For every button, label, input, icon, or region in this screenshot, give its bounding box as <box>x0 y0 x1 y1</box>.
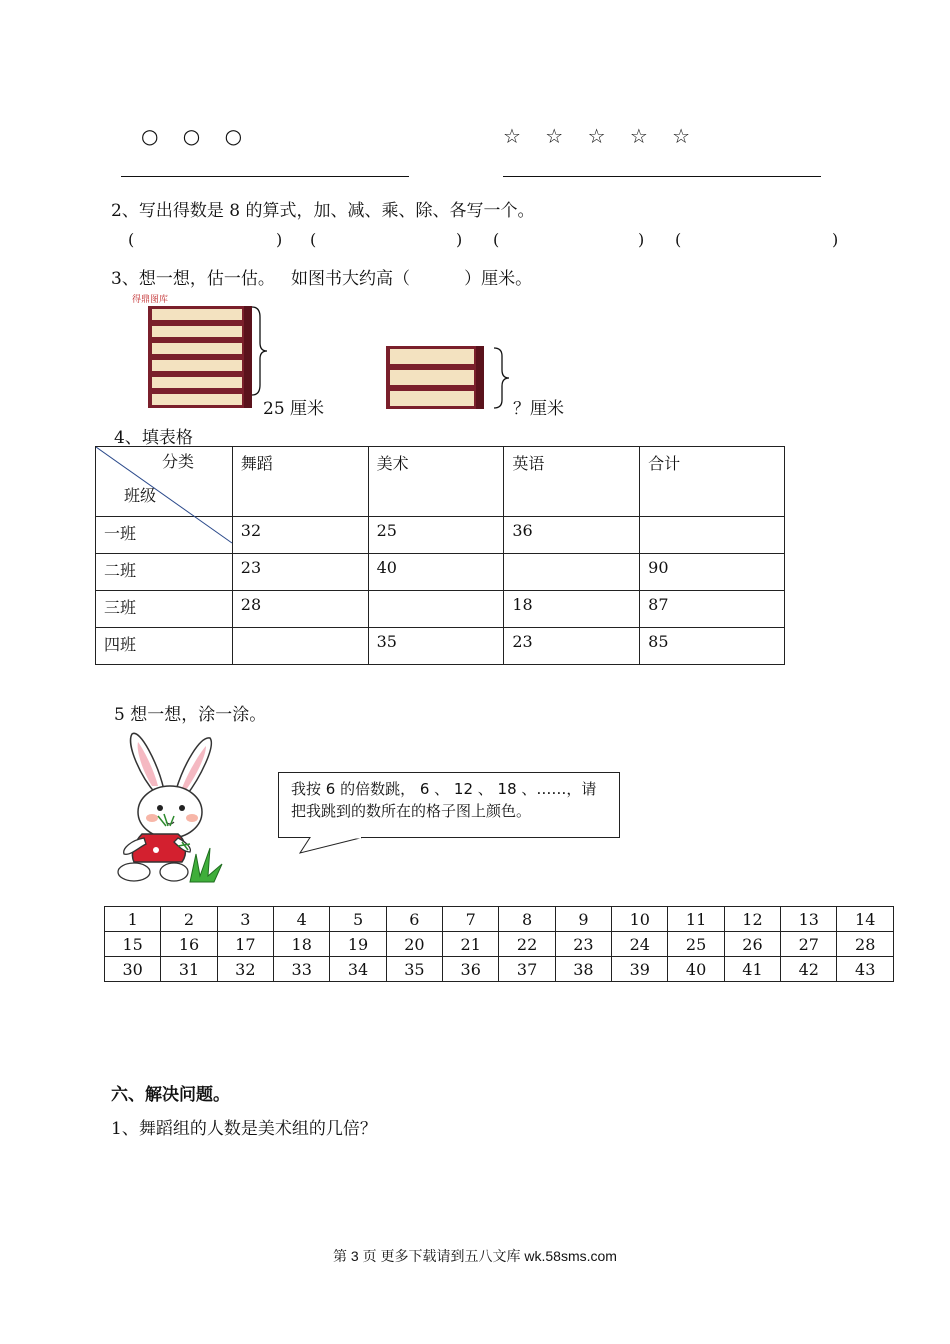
table-cell: 40 <box>368 554 504 591</box>
grid-cell[interactable]: 43 <box>837 957 894 982</box>
table-cell: 87 <box>640 591 785 628</box>
question-4-title: 4、填表格 <box>114 428 193 448</box>
grid-cell[interactable]: 35 <box>386 957 442 982</box>
label-25cm: 25 厘米 <box>263 399 325 419</box>
bubble-text-line2: 把我跳到的数所在的格子图上颜色。 <box>291 802 532 820</box>
grid-cell[interactable]: 15 <box>105 932 161 957</box>
grid-cell[interactable]: 21 <box>443 932 499 957</box>
paren-close: ) <box>276 230 283 249</box>
rabbit-illustration <box>104 730 234 886</box>
row-header: 一班 <box>96 517 233 554</box>
grid-cell[interactable]: 36 <box>443 957 499 982</box>
book-pages <box>152 326 242 337</box>
speech-bubble <box>278 772 620 838</box>
grid-cell[interactable]: 23 <box>555 932 611 957</box>
grid-row <box>105 932 894 957</box>
column-header: 英语 <box>504 447 640 517</box>
grid-cell[interactable]: 22 <box>499 932 555 957</box>
label-unknown-cm: ？厘米 <box>513 399 564 419</box>
fill-table <box>95 446 785 665</box>
grid-cell[interactable]: 27 <box>781 932 837 957</box>
grid-cell[interactable]: 1 <box>105 907 161 932</box>
paren-open: ( <box>675 230 682 249</box>
grid-cell[interactable]: 11 <box>668 907 724 932</box>
table-cell: 85 <box>640 628 785 665</box>
paren-open: ( <box>493 230 500 249</box>
grid-cell[interactable]: 33 <box>274 957 330 982</box>
grid-cell[interactable]: 39 <box>612 957 668 982</box>
book-pages <box>152 309 242 320</box>
bubble-text-line1: 我按 6 的倍数跳， 6 、 12 、 18 、……，请 <box>291 780 597 798</box>
question-5-title: 5 想一想，涂一涂。 <box>114 705 267 725</box>
grid-row <box>105 907 894 932</box>
section-6-question-1: 1、舞蹈组的人数是美术组的几倍？ <box>111 1119 377 1139</box>
grid-cell[interactable]: 3 <box>217 907 273 932</box>
table-cell-blank[interactable] <box>504 554 640 591</box>
table-cell-blank[interactable] <box>640 517 785 554</box>
grid-cell[interactable]: 24 <box>612 932 668 957</box>
paren-open: ( <box>128 230 135 249</box>
corner-header-cell <box>96 447 233 517</box>
book-spine <box>476 367 484 388</box>
answer-line[interactable] <box>121 176 409 177</box>
grid-cell[interactable]: 7 <box>443 907 499 932</box>
table-cell: 23 <box>232 554 368 591</box>
table-cell: 18 <box>504 591 640 628</box>
grid-cell[interactable]: 30 <box>105 957 161 982</box>
paren-close: ) <box>638 230 645 249</box>
grid-cell[interactable]: 8 <box>499 907 555 932</box>
book-pages <box>390 391 474 406</box>
table-cell: 28 <box>232 591 368 628</box>
column-header: 舞蹈 <box>232 447 368 517</box>
table-row <box>96 554 785 591</box>
grid-row <box>105 957 894 982</box>
grid-cell[interactable]: 38 <box>555 957 611 982</box>
table-cell-blank[interactable] <box>368 591 504 628</box>
brace-icon <box>250 305 270 397</box>
number-grid <box>104 906 894 982</box>
book-pages <box>152 377 242 388</box>
grid-cell[interactable]: 10 <box>612 907 668 932</box>
row-header: 四班 <box>96 628 233 665</box>
table-cell-blank[interactable] <box>232 628 368 665</box>
answer-line[interactable] <box>503 176 821 177</box>
grid-cell[interactable]: 26 <box>724 932 780 957</box>
page-footer: 第 3 页 更多下载请到五八文库 wk.58sms.com <box>333 1248 617 1264</box>
book-pages <box>152 394 242 405</box>
grid-cell[interactable]: 2 <box>161 907 217 932</box>
book-pages <box>152 343 242 354</box>
book-pages <box>390 349 474 364</box>
row-header: 二班 <box>96 554 233 591</box>
logo-text: 得鼎图库 <box>132 295 169 305</box>
question-2: 2、写出得数是 8 的算式，加、减、乘、除、各写一个。 <box>111 201 535 221</box>
stars-row: ☆ ☆ ☆ ☆ ☆ <box>503 124 700 148</box>
grid-cell[interactable]: 37 <box>499 957 555 982</box>
grid-cell[interactable]: 18 <box>274 932 330 957</box>
header-category: 分类 <box>162 452 195 471</box>
grid-cell[interactable]: 17 <box>217 932 273 957</box>
column-header: 合计 <box>640 447 785 517</box>
grid-cell[interactable]: 5 <box>330 907 386 932</box>
bubble-tail <box>296 837 366 857</box>
column-header: 美术 <box>368 447 504 517</box>
grid-cell[interactable]: 9 <box>555 907 611 932</box>
table-cell: 23 <box>504 628 640 665</box>
book-stack-large <box>128 292 268 412</box>
paren-close: ) <box>456 230 463 249</box>
grid-cell[interactable]: 31 <box>161 957 217 982</box>
book-pages <box>390 370 474 385</box>
grid-cell[interactable]: 28 <box>837 932 894 957</box>
book-stack-small <box>380 340 492 414</box>
grid-cell[interactable]: 20 <box>386 932 442 957</box>
grid-cell[interactable]: 12 <box>724 907 780 932</box>
table-row <box>96 628 785 665</box>
grid-cell[interactable]: 40 <box>668 957 724 982</box>
book-spine <box>476 346 484 367</box>
paren-close: ) <box>832 230 839 249</box>
grid-cell[interactable]: 41 <box>724 957 780 982</box>
section-6-title: 六、解决问题。 <box>111 1085 230 1105</box>
table-header-row <box>96 447 785 517</box>
grid-cell[interactable]: 19 <box>330 932 386 957</box>
book-pages <box>152 360 242 371</box>
table-cell: 32 <box>232 517 368 554</box>
grid-cell[interactable]: 32 <box>217 957 273 982</box>
grid-cell[interactable]: 4 <box>274 907 330 932</box>
table-cell: 36 <box>504 517 640 554</box>
grid-cell[interactable]: 6 <box>386 907 442 932</box>
header-class: 班级 <box>124 486 157 505</box>
paren-open: ( <box>310 230 317 249</box>
grid-cell[interactable]: 42 <box>781 957 837 982</box>
grid-cell[interactable]: 16 <box>161 932 217 957</box>
table-cell: 25 <box>368 517 504 554</box>
circles-row: ○ ○ ○ <box>141 124 252 148</box>
grid-cell[interactable]: 25 <box>668 932 724 957</box>
table-cell: 90 <box>640 554 785 591</box>
grid-cell[interactable]: 14 <box>837 907 894 932</box>
grid-cell[interactable]: 34 <box>330 957 386 982</box>
question-3: 3、想一想，估一估。 如图书大约高（ ）厘米。 <box>111 269 533 289</box>
table-row <box>96 591 785 628</box>
brace-icon <box>492 346 512 410</box>
grid-cell[interactable]: 13 <box>781 907 837 932</box>
book-spine <box>476 388 484 409</box>
table-cell: 35 <box>368 628 504 665</box>
row-header: 三班 <box>96 591 233 628</box>
